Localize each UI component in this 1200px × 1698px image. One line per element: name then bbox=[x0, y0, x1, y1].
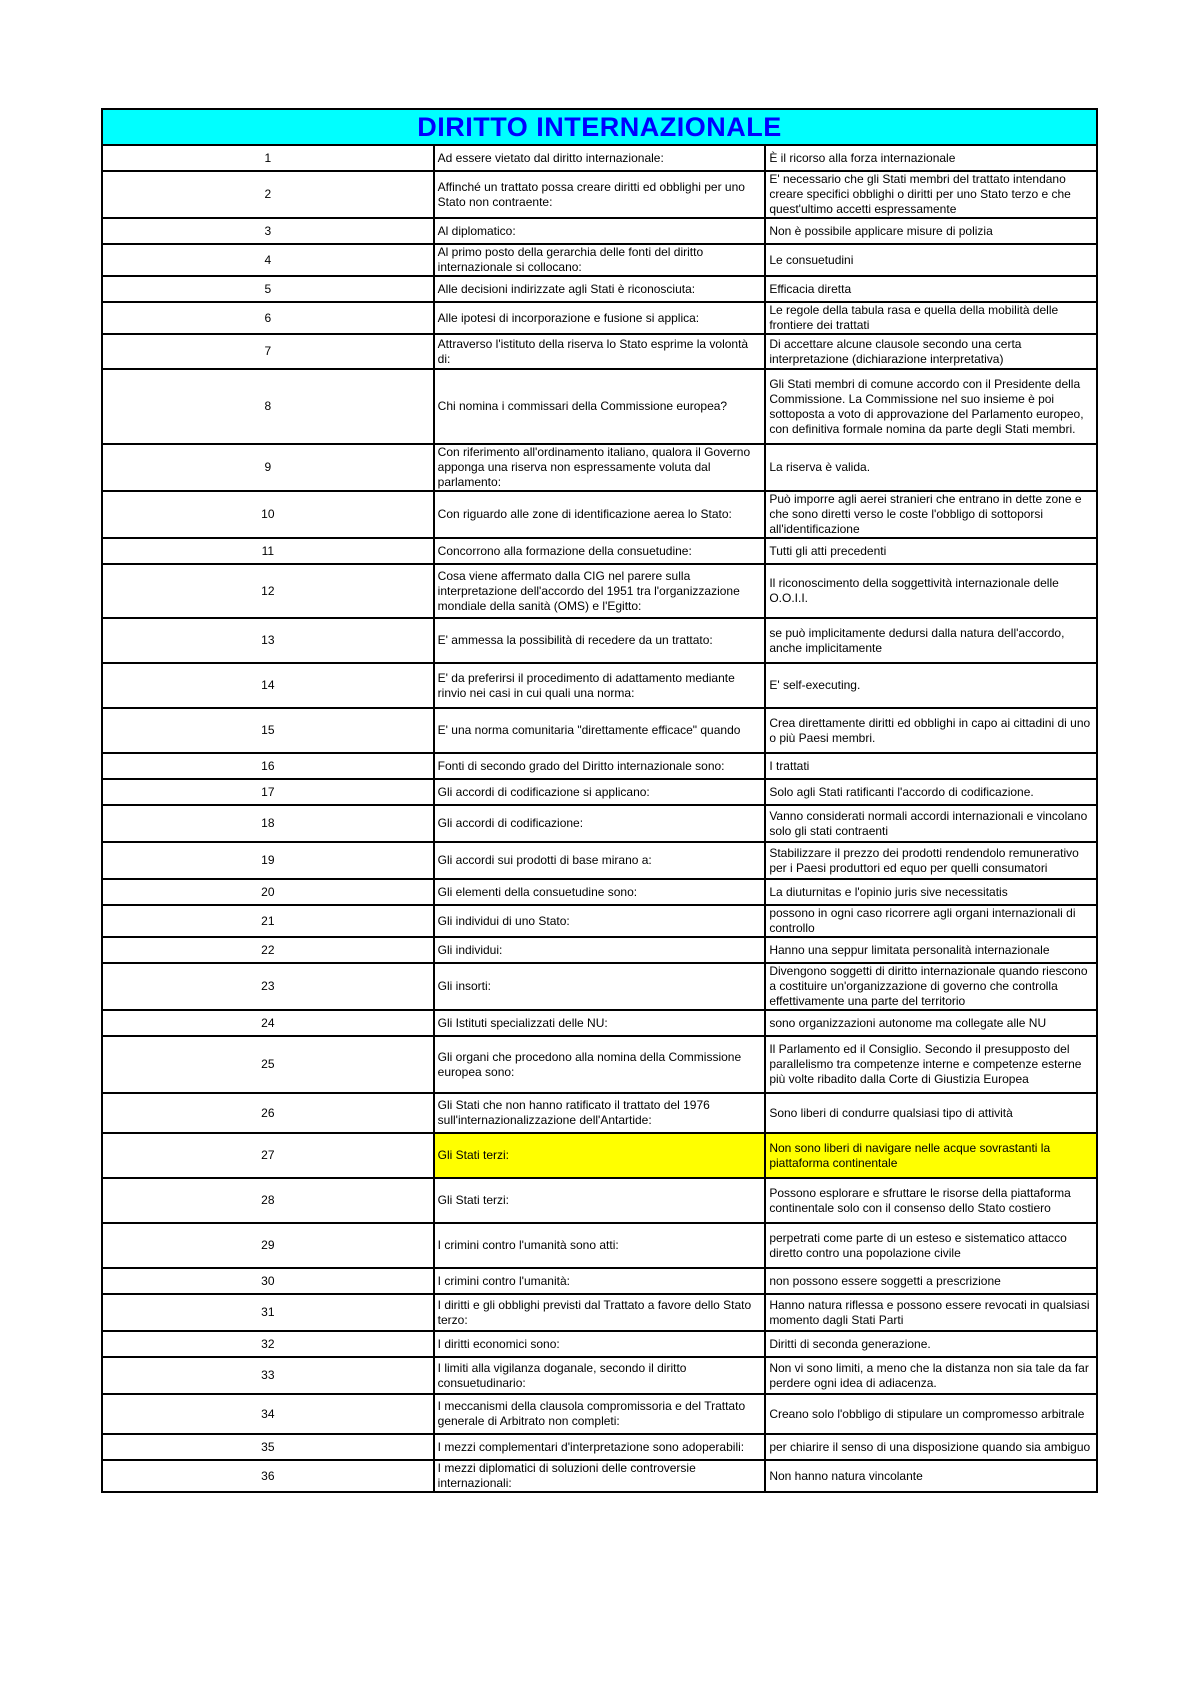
row-number: 27 bbox=[102, 1133, 434, 1178]
answer-cell: possono in ogni caso ricorrere agli organi internazionali di controllo bbox=[765, 905, 1097, 937]
answer-cell: Di accettare alcune clausole secondo una certa interpretazione (dichiarazione interpretativa) bbox=[765, 334, 1097, 369]
row-number: 34 bbox=[102, 1394, 434, 1434]
row-number: 30 bbox=[102, 1268, 434, 1294]
row-number: 29 bbox=[102, 1223, 434, 1268]
row-number: 21 bbox=[102, 905, 434, 937]
row-number: 16 bbox=[102, 753, 434, 779]
answer-cell: Efficacia diretta bbox=[765, 276, 1097, 302]
row-number: 23 bbox=[102, 963, 434, 1010]
answer-cell: Il riconoscimento della soggettività internazionale delle O.O.I.I. bbox=[765, 564, 1097, 618]
table-row bbox=[102, 218, 1097, 244]
answer-cell: perpetrati come parte di un esteso e sistematico attacco diretto contro una popolazione civile bbox=[765, 1223, 1097, 1268]
table-row bbox=[102, 1394, 1097, 1434]
table-row bbox=[102, 491, 1097, 538]
row-number: 5 bbox=[102, 276, 434, 302]
table-row bbox=[102, 1268, 1097, 1294]
answer-cell: I trattati bbox=[765, 753, 1097, 779]
answer-cell: Possono esplorare e sfruttare le risorse della piattaforma continentale solo con il consenso dello Stato costiero bbox=[765, 1178, 1097, 1223]
answer-cell: È il ricorso alla forza internazionale bbox=[765, 145, 1097, 171]
table-row bbox=[102, 1223, 1097, 1268]
table-row bbox=[102, 564, 1097, 618]
question-cell: E' ammessa la possibilità di recedere da un trattato: bbox=[434, 618, 766, 663]
answer-cell: non possono essere soggetti a prescrizione bbox=[765, 1268, 1097, 1294]
answer-cell: E' necessario che gli Stati membri del trattato intendano creare specifici obblighi o diritti per uno Stato terzo e che quest'ultimo accetti espressamente bbox=[765, 171, 1097, 218]
quiz-table bbox=[101, 108, 1098, 1493]
row-number: 20 bbox=[102, 879, 434, 905]
table-row bbox=[102, 538, 1097, 564]
row-number: 18 bbox=[102, 805, 434, 842]
answer-cell: Non vi sono limiti, a meno che la distanza non sia tale da far perdere ogni idea di adiacenza. bbox=[765, 1357, 1097, 1394]
question-cell: Alle ipotesi di incorporazione e fusione si applica: bbox=[434, 302, 766, 334]
question-cell: Alle decisioni indirizzate agli Stati è riconosciuta: bbox=[434, 276, 766, 302]
table-row bbox=[102, 444, 1097, 491]
row-number: 33 bbox=[102, 1357, 434, 1394]
question-cell: Attraverso l'istituto della riserva lo Stato esprime la volontà di: bbox=[434, 334, 766, 369]
question-cell: Ad essere vietato dal diritto internazionale: bbox=[434, 145, 766, 171]
question-cell: Gli accordi di codificazione: bbox=[434, 805, 766, 842]
table-row bbox=[102, 369, 1097, 444]
question-cell: Gli accordi di codificazione si applicano: bbox=[434, 779, 766, 805]
title-row bbox=[102, 109, 1097, 145]
answer-cell: se può implicitamente dedursi dalla natura dell'accordo, anche implicitamente bbox=[765, 618, 1097, 663]
table-row bbox=[102, 1294, 1097, 1331]
answer-cell: Vanno considerati normali accordi internazionali e vincolano solo gli stati contraenti bbox=[765, 805, 1097, 842]
row-number: 7 bbox=[102, 334, 434, 369]
question-cell: I crimini contro l'umanità: bbox=[434, 1268, 766, 1294]
answer-cell: Sono liberi di condurre qualsiasi tipo di attività bbox=[765, 1093, 1097, 1133]
answer-cell: Non è possibile applicare misure di polizia bbox=[765, 218, 1097, 244]
table-row bbox=[102, 334, 1097, 369]
answer-cell: La diuturnitas e l'opinio juris sive necessitatis bbox=[765, 879, 1097, 905]
table-row bbox=[102, 779, 1097, 805]
row-number: 19 bbox=[102, 842, 434, 879]
answer-cell: Hanno una seppur limitata personalità internazionale bbox=[765, 937, 1097, 963]
row-number: 32 bbox=[102, 1331, 434, 1357]
row-number: 6 bbox=[102, 302, 434, 334]
table-row bbox=[102, 1460, 1097, 1492]
question-cell: I diritti e gli obblighi previsti dal Trattato a favore dello Stato terzo: bbox=[434, 1294, 766, 1331]
table-row bbox=[102, 276, 1097, 302]
answer-cell: per chiarire il senso di una disposizione quando sia ambiguo bbox=[765, 1434, 1097, 1460]
row-number: 15 bbox=[102, 708, 434, 753]
question-cell: Al diplomatico: bbox=[434, 218, 766, 244]
table-row bbox=[102, 805, 1097, 842]
question-cell: Gli individui di uno Stato: bbox=[434, 905, 766, 937]
table-row bbox=[102, 145, 1097, 171]
table-row bbox=[102, 905, 1097, 937]
answer-cell: Non hanno natura vincolante bbox=[765, 1460, 1097, 1492]
question-cell: Gli Istituti specializzati delle NU: bbox=[434, 1010, 766, 1036]
question-cell: E' da preferirsi il procedimento di adattamento mediante rinvio nei casi in cui quali una norma: bbox=[434, 663, 766, 708]
row-number: 31 bbox=[102, 1294, 434, 1331]
table-row bbox=[102, 663, 1097, 708]
row-number: 35 bbox=[102, 1434, 434, 1460]
quiz-table-body bbox=[102, 109, 1097, 1492]
row-number: 4 bbox=[102, 244, 434, 276]
question-cell: Concorrono alla formazione della consuetudine: bbox=[434, 538, 766, 564]
answer-cell: Il Parlamento ed il Consiglio. Secondo il presupposto del parallelismo tra competenze interne e competenze esterne più volte ribadito dalla Corte di Giustizia Europea bbox=[765, 1036, 1097, 1093]
question-cell: Al primo posto della gerarchia delle fonti del diritto internazionale si collocano: bbox=[434, 244, 766, 276]
answer-cell: Creano solo l'obbligo di stipulare un compromesso arbitrale bbox=[765, 1394, 1097, 1434]
row-number: 10 bbox=[102, 491, 434, 538]
question-cell: Cosa viene affermato dalla CIG nel parere sulla interpretazione dell'accordo del 1951 tra l'organizzazione mondiale della sanità (OMS) e l'Egitto: bbox=[434, 564, 766, 618]
table-row bbox=[102, 963, 1097, 1010]
row-number: 8 bbox=[102, 369, 434, 444]
question-cell: Gli individui: bbox=[434, 937, 766, 963]
answer-cell: Non sono liberi di navigare nelle acque sovrastanti la piattaforma continentale bbox=[765, 1133, 1097, 1178]
answer-cell: Divengono soggetti di diritto internazionale quando riescono a costituire un'organizzazione di governo che controlla effettivamente una parte del territorio bbox=[765, 963, 1097, 1010]
question-cell: Gli elementi della consuetudine sono: bbox=[434, 879, 766, 905]
row-number: 24 bbox=[102, 1010, 434, 1036]
answer-cell: Le consuetudini bbox=[765, 244, 1097, 276]
answer-cell: Crea direttamente diritti ed obblighi in capo ai cittadini di uno o più Paesi membri. bbox=[765, 708, 1097, 753]
table-row bbox=[102, 302, 1097, 334]
question-cell: Fonti di secondo grado del Diritto internazionale sono: bbox=[434, 753, 766, 779]
table-row bbox=[102, 1010, 1097, 1036]
table-row bbox=[102, 244, 1097, 276]
question-cell: Gli Stati terzi: bbox=[434, 1133, 766, 1178]
table-row bbox=[102, 1434, 1097, 1460]
table-row bbox=[102, 1036, 1097, 1093]
question-cell: Con riferimento all'ordinamento italiano, qualora il Governo apponga una riserva non espressamente voluta dal parlamento: bbox=[434, 444, 766, 491]
row-number: 36 bbox=[102, 1460, 434, 1492]
row-number: 17 bbox=[102, 779, 434, 805]
table-row bbox=[102, 1133, 1097, 1178]
table-row bbox=[102, 1093, 1097, 1133]
table-row bbox=[102, 753, 1097, 779]
row-number: 2 bbox=[102, 171, 434, 218]
table-row bbox=[102, 708, 1097, 753]
question-cell: Chi nomina i commissari della Commissione europea? bbox=[434, 369, 766, 444]
answer-cell: Solo agli Stati ratificanti l'accordo di codificazione. bbox=[765, 779, 1097, 805]
question-cell: Con riguardo alle zone di identificazione aerea lo Stato: bbox=[434, 491, 766, 538]
question-cell: I mezzi complementari d'interpretazione sono adoperabili: bbox=[434, 1434, 766, 1460]
answer-cell: Tutti gli atti precedenti bbox=[765, 538, 1097, 564]
row-number: 3 bbox=[102, 218, 434, 244]
question-cell: E' una norma comunitaria "direttamente efficace" quando bbox=[434, 708, 766, 753]
question-cell: Gli Stati terzi: bbox=[434, 1178, 766, 1223]
answer-cell: Stabilizzare il prezzo dei prodotti rendendolo remunerativo per i Paesi produttori ed equo per quelli consumatori bbox=[765, 842, 1097, 879]
row-number: 9 bbox=[102, 444, 434, 491]
answer-cell: Diritti di seconda generazione. bbox=[765, 1331, 1097, 1357]
answer-cell: Hanno natura riflessa e possono essere revocati in qualsiasi momento dagli Stati Parti bbox=[765, 1294, 1097, 1331]
row-number: 26 bbox=[102, 1093, 434, 1133]
question-cell: I limiti alla vigilanza doganale, secondo il diritto consuetudinario: bbox=[434, 1357, 766, 1394]
table-row bbox=[102, 937, 1097, 963]
table-row bbox=[102, 879, 1097, 905]
question-cell: I meccanismi della clausola compromissoria e del Trattato generale di Arbitrato non completi: bbox=[434, 1394, 766, 1434]
row-number: 13 bbox=[102, 618, 434, 663]
answer-cell: Gli Stati membri di comune accordo con il Presidente della Commissione. La Commissione nel suo insieme è poi sottoposta a voto di approvazione del Parlamento europeo, con definitiva formale nomina da parte degli Stati membri. bbox=[765, 369, 1097, 444]
row-number: 22 bbox=[102, 937, 434, 963]
table-row bbox=[102, 1331, 1097, 1357]
answer-cell: E' self-executing. bbox=[765, 663, 1097, 708]
table-row bbox=[102, 618, 1097, 663]
row-number: 28 bbox=[102, 1178, 434, 1223]
answer-cell: sono organizzazioni autonome ma collegate alle NU bbox=[765, 1010, 1097, 1036]
row-number: 1 bbox=[102, 145, 434, 171]
answer-cell: Può imporre agli aerei stranieri che entrano in dette zone e che sono diretti verso le coste l'obbligo di sottoporsi all'identificazione bbox=[765, 491, 1097, 538]
row-number: 14 bbox=[102, 663, 434, 708]
question-cell: Gli accordi sui prodotti di base mirano a: bbox=[434, 842, 766, 879]
page-title: DIRITTO INTERNAZIONALE bbox=[102, 109, 1097, 145]
table-row bbox=[102, 1357, 1097, 1394]
table-row bbox=[102, 1178, 1097, 1223]
row-number: 25 bbox=[102, 1036, 434, 1093]
answer-cell: Le regole della tabula rasa e quella della mobilità delle frontiere dei trattati bbox=[765, 302, 1097, 334]
question-cell: Gli Stati che non hanno ratificato il trattato del 1976 sull'internazionalizzazione dell'Antartide: bbox=[434, 1093, 766, 1133]
answer-cell: La riserva è valida. bbox=[765, 444, 1097, 491]
question-cell: Gli insorti: bbox=[434, 963, 766, 1010]
row-number: 11 bbox=[102, 538, 434, 564]
question-cell: I crimini contro l'umanità sono atti: bbox=[434, 1223, 766, 1268]
question-cell: Gli organi che procedono alla nomina della Commissione europea sono: bbox=[434, 1036, 766, 1093]
table-row bbox=[102, 171, 1097, 218]
question-cell: Affinché un trattato possa creare diritti ed obblighi per uno Stato non contraente: bbox=[434, 171, 766, 218]
table-row bbox=[102, 842, 1097, 879]
question-cell: I mezzi diplomatici di soluzioni delle controversie internazionali: bbox=[434, 1460, 766, 1492]
question-cell: I diritti economici sono: bbox=[434, 1331, 766, 1357]
row-number: 12 bbox=[102, 564, 434, 618]
